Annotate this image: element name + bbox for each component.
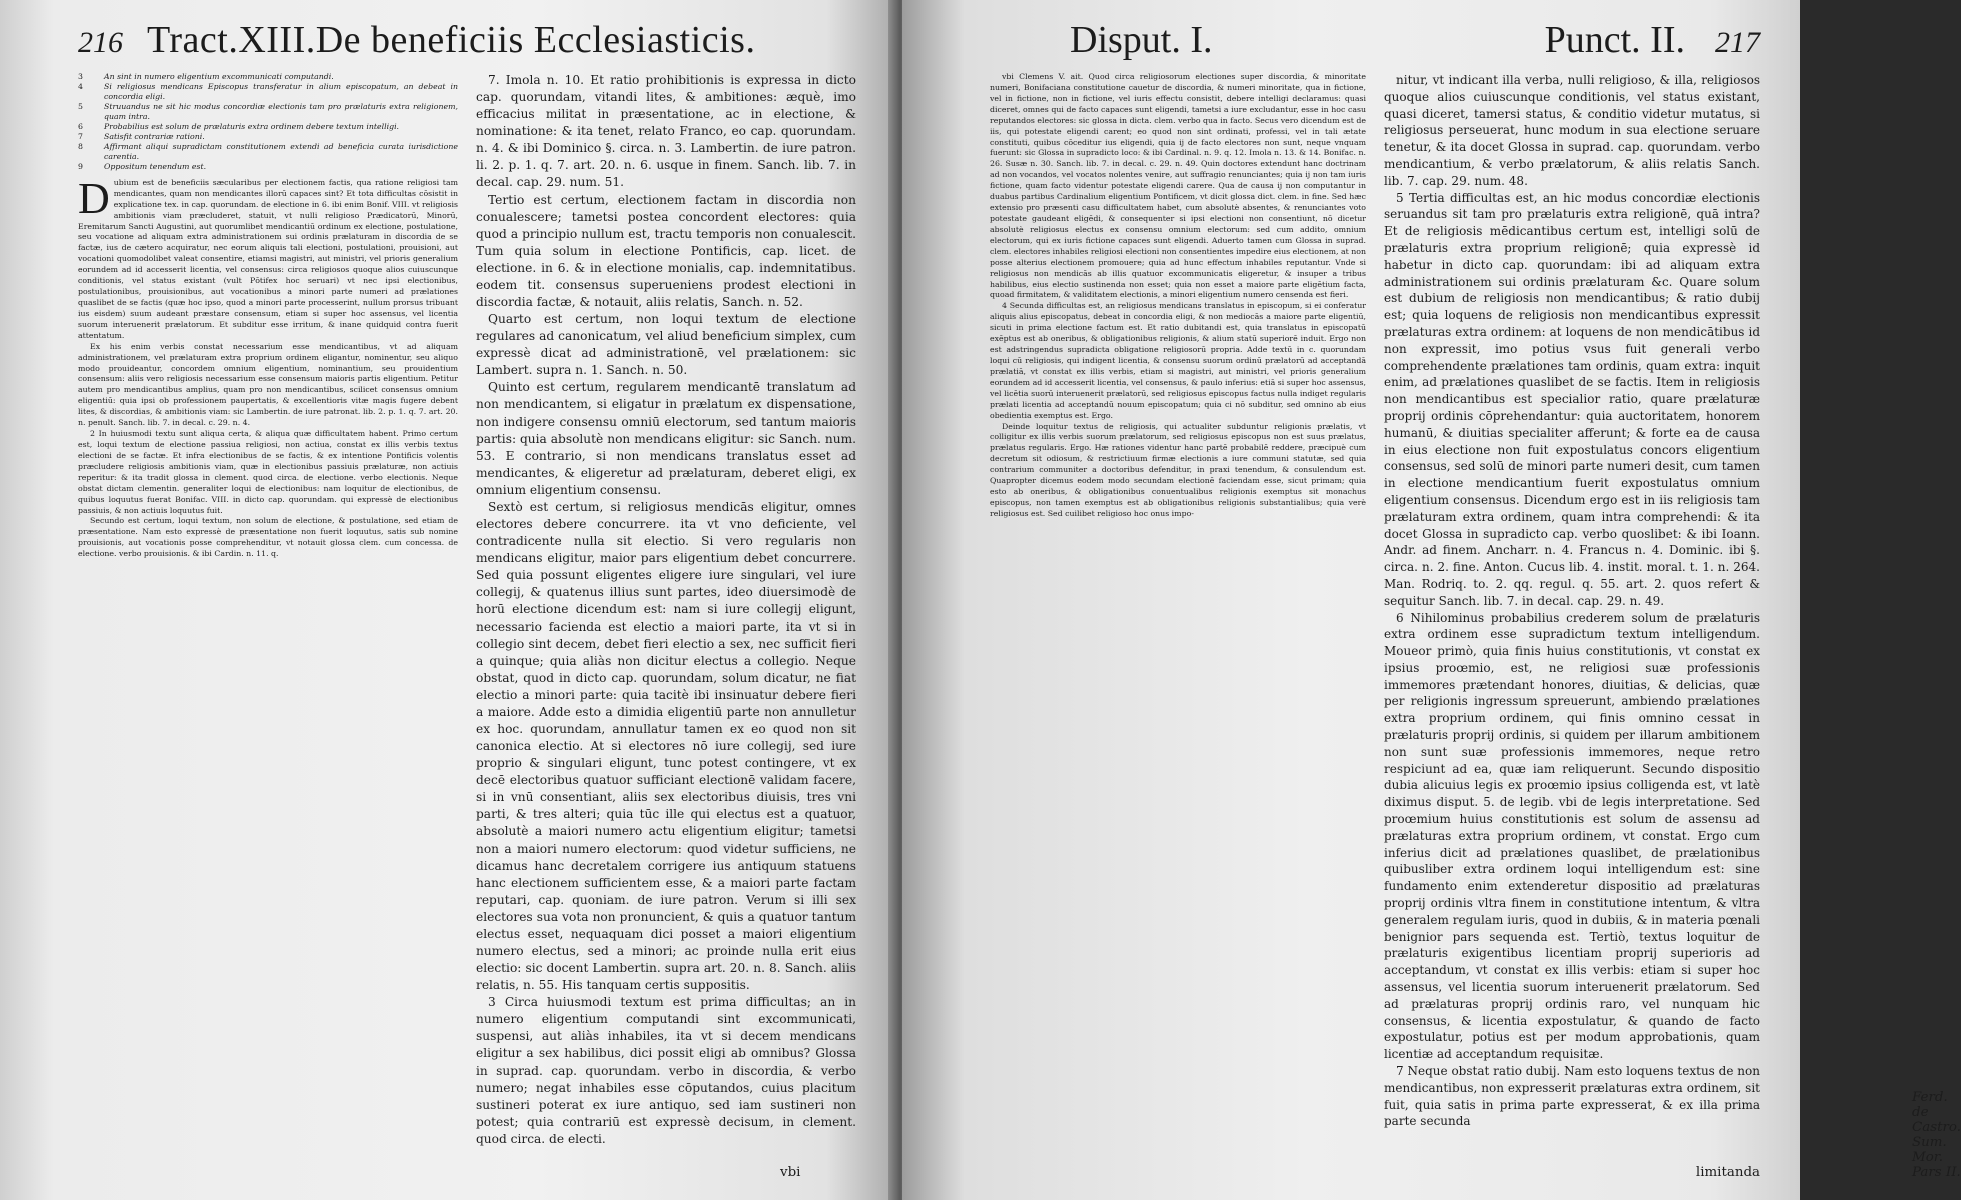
body-paragraph: Quinto est certum, regularem mendicantē translatum ad non mendicantem, si eligatur in prælatum ex dispensatione, non indigere consensu omniū electorum, sed tantum maioris partis: quia absolutè non mendicans eligitur: sic Sanch. num. 53. E contrario, si non mendicans translatus esset ad mendicantes, & eligeretur ad prælaturam, deberet eligi, ex omnium eligentium consensu. xyxy=(476,380,856,497)
drop-capital: D xyxy=(78,173,110,223)
body-paragraph: 3 Circa huiusmodi textum est prima difficultas; an in numero eligentium computandi sint excommunicati, suspensi, aut aliàs inhabiles, ita vt si decem mendicans eligitur a sex habilibus, dici possit eligi ab omnibus? Glossa in suprad. cap. quorundam. verbo in discordia, & verbo numero; negat inhabiles esse cōputandos, cuius placitum sustineri poterat ex iure antiquo, sed iam sustineri non potest; quia contrariū est expressè decisum, in clement. quod circa. de electi. xyxy=(476,995,856,1146)
body-paragraph: 7 Neque obstat ratio dubij. Nam esto loquens textus de non mendicantibus, non expresserit prælaturas extra ordinem, sit fuit, quia satis in prima parte expresserat, & ex illa prima parte secunda xyxy=(1384,1064,1760,1129)
right-catchword: limitanda xyxy=(1695,1165,1760,1180)
right-column-1 xyxy=(990,72,1366,1130)
left-page-header xyxy=(78,18,868,66)
body-paragraph: 6 Nihilominus probabilius crederem solum de prælaturis extra ordinem esse supradictum textum intelligendum. Moueor primò, quia finis huius constitutionis, vt constat ex ipsius proœmio, est, ne religiosi suæ professionis immemores prætendant honores, diuitias, & delicias, quæ per religionis ingressum spreuerunt, ambiendo prælationes extra proprium ordinem, qui finis omnino cessat in prælaturis proprij ordinis, si quidem per illarum ambitionem non sunt suæ professionis immemores, neque retro respiciunt ad ea, quæ iam reliquerunt. Secundo dispositio dubia alicuius legis ex proœmio ipsius colligenda est, vt latè diximus disput. 5. de legib. vbi de legis interpretatione. Sed proœmium huius constitutionis est solum de assensu ad prælaturas extra proprium ordinem, vt constat. Ergo cum inferius dicit ad prælationes quaslibet, de prælationibus quibusliber extra ordinem loqui intelligendum est: sine fundamento enim extenderetur dispositio ad prælaturas proprij ordinis vltra finem in constitutione intentum, & vltra generalem regulam iuris, quod in dubiis, & in materia pœnali benignior pars sequenda est. Tertiò, textus loquitur de prælaturis exigentibus licentiam proprij superioris ad acceptandum, vt constat ex illis verbis: etiam si super hoc assensus, vel licentia suorum interuenerit prælatorum. Sed ad prælaturas proprij ordinis raro, vel nunquam hic consensus, & licentia expostulatur, & quando de facto expostulatur, potius est per modum approbationis, quam licentiæ ad acceptandum requisitæ. xyxy=(1384,610,1760,1062)
contents-item xyxy=(78,132,458,142)
body-paragraph: 4 Secunda difficultas est, an religiosus mendicans translatus in episcopum, si ei conferatur aliquis alius episcopatus, debeat in concordia eligi, & non mediocās a maiore parte eligentiū, sicuti in prima electione factum est. Et ratio dubitandi est, quia translatus in episcopatū exēptus est ab oneribus, & obligationibus religionis, & alium statū superiorē induit. Ergo non est adstringendus supradicta obligatione religiosorū propria. Adde textū in c. quorundam loqui cū religiosis, qui indigent licentia, & consensu suorum ordinū prælatorū ad acceptandā prælatiā, vt constat ex illis verbis, etiam si magistri, aut ministri, vel prioris generalium eorundem ad id accesserit licentia, vel consensus, & paulo inferius: etiā si super hoc assensus, vel licētia suorū interuenerit prælatorū, sed religiosus episcopus factus nulla indiget regularis prælati licentia ad acceptandū nouum episcopatum; quia ci nō subditur, sed omnino ab eius obedientia exemptus est. Ergo. xyxy=(990,301,1366,420)
contents-item xyxy=(78,102,458,122)
left-page xyxy=(0,0,898,1200)
right-page-number: 217 xyxy=(1715,26,1760,59)
right-running-head-punct: Punct. II. xyxy=(1544,19,1685,61)
body-paragraph: Sextò est certum, si religiosus mendicās eligitur, omnes electores debere concurrere. ita vt vno deficiente, vel contradicente nulla sit electio. Si vero regularis non mendicans eligitur, maior pars eligentium debet concurrere. Sed quia possunt eligentes eligere iure singulari, vel iure collegij, & quatenus illius sunt partes, ideo diuersimodè de horū electione dicendum est: nam si iure collegij eligunt, necessario facienda est electio a maiori parte, ita vt si in collegio sint decem, debet fieri electio a sex, nec sufficit fieri a quinque; quia aliàs non dicitur electus a collegio. Neque obstat, quod in dicto cap. quorundam, solum dicatur, ne fiat electio a minori parte: quia tacitè ibi insinuatur debere fieri a maiore. Adde esto a dimidia eligentiū parte non annulletur ex hoc. quorundam, annullatur tamen ex eo quod non sit canonica electio. At si electores nō iure collegij, sed iure proprio & singulari eligunt, tunc potest contingere, vt ex decē electoribus quatuor sufficiant electionē validam facere, si in vnū consentiant, aliis sex electoribus diuisis, tres vni parti, & tres alteri; quia tūc ille qui electus est a quatuor, absolutè a maiori numero actu eligentium eligitur; tametsi non a maiori numero electorum: quod videtur sufficiens, ne dicamus hanc decretalem corrigere ius antiquum statuens hanc electionem sufficientem esse, & a maiori parte factam reputari, cap. quoniam. de iure patron. Verum si illi sex electores sua vota non pronuncient, & quis a quatuor tantum electus esset, nequaquam dici posset a maiori eligentium numero electus, sed a minori; ac proinde nulla erit eius electio: sic docent Lambertin. supra art. 20. n. 8. Sanch. aliis relatis, n. 55. His tanquam certis suppositis. xyxy=(476,499,856,993)
left-column-1-body xyxy=(78,173,458,560)
right-footer-credit: Ferd. de Castro. Sum. Mor. Pars II. xyxy=(1912,1090,1961,1180)
body-paragraph: Quarto est certum, non loqui textum de electione regulares ad canonicatum, vel aliud beneficium simplex, cum expressè dicat ad administrationē, vel prælationem: sic Lambert. supra n. 1. Sanch. n. 50. xyxy=(476,312,856,378)
contents-item-number: 7 xyxy=(78,131,83,141)
right-page xyxy=(902,0,1961,1200)
contents-list xyxy=(78,72,458,172)
right-column-2-body xyxy=(1384,72,1760,1130)
body-paragraph: Ex his enim verbis constat necessarium esse mendicantibus, vt ad aliquam administrationem, vel prælaturam extra proprium ordinem eligantur, nominentur, seu aliquo modo prouideantur, concordem omnium eligentium, nominantium, seu prouidentium consensum: aliis vero religiosis necessarium esse consensum maioris partis eligentium. Petitur autem pro mendicantibus amplius, quam pro non mendicantibus, scilicet consensus omnium eligentiū: quia ipsi ob professionem paupertatis, & excellentioris vitæ magis fugere debent lites, & discordias, & ambitionis viam: sic Lambertin. de iure patronat. lib. 2. p. 1. q. 7. art. 20. n. penult. Sanch. lib. 7. in decal. c. 29. n. 4. xyxy=(78,341,458,428)
body-paragraph: Tertio est certum, electionem factam in discordia non conualescere; tametsi postea concordent electores: quia quod a principio nullum est, tractu temporis non conualescit. Tum quia solum in electione Pontificis, cap. licet. de electione. in 6. & in electione monialis, cap. indemnitatibus. eodem tit. consensus superueniens prodest electioni in discordia factæ, & notauit, aliis relatis, Sanch. n. 52. xyxy=(476,192,856,310)
contents-item xyxy=(78,142,458,162)
contents-item-number: 6 xyxy=(78,121,83,131)
body-paragraph: 2 In huiusmodi textu sunt aliqua certa, & aliqua quæ difficultatem habent. Primo certum est, loqui textum de electione passiua religiosi, non actiua, constat ex illis verbis textus electioni de se factæ. Et infra electionibus de se factis, & ex intentione Pontificis volentis præcludere religiosis ambitionis viam, quæ in electionibus passiuis prælaturæ, non actiuis reperitur: & ita tradit glossa in clement. quod circa. de electione. verbo electionis. Neque obstat dictam clementin. generaliter loqui de electionibus: nam loquitur de electionibus, de quibus loquutus fuerat Bonifac. VIII. in dicto cap. quorundam. qui expressè de electionibus passiuis, & non actiuis loquutus fuit. xyxy=(78,429,458,515)
contents-item-text: An sint in numero eligentium excommunicati computandi. xyxy=(104,72,334,81)
contents-item-number: 9 xyxy=(78,161,83,171)
contents-item-text: Satisfit contrariæ rationi. xyxy=(104,131,205,141)
contents-item-number: 3 xyxy=(78,72,83,81)
body-paragraph: Dubium est de beneficiis sæcularibus per electionem factis, qua ratione religiosi tam mendicantes, quam non mendicantes illorū capaces sint? Et tota difficultas cōsistit in explicatione tex. in cap. quorundam. de electione in 6. ibi enim Bonif. VIII. vt religiosis ambitionis viam præcluderet, statuit, vt nulli religioso Prædicatorū, Minorū, Eremitarum Sancti Augustini, aut quorumlibet mendicantiū ordinum ex electione, postulatione, seu vocatione ad aliquam extra administrationem sui ordinis prælaturam in discordia de se factæ, ius de cætero acquiratur, nec eorum aliquis tali electioni, postulationi, prouisioni, aut vocationi quomodolibet valeat consentire, etiamsi magistri, aut ministri, vel prioris generalium eorundem ad id accesserit licentia, vel consensus: circa religiosos quoque alios cuiuscunque conditionis, vel status existant (vult Pōtifex hoc seruari) vt nec ipsi electionibus, postulationibus, prouisionibus, aut vocationibus a minori parte numeri ad prælationes quaslibet de se factis (quæ hoc ipso, quod a minori parte processerint, nullum prorsus tribuant ius eisdem) suum audeant præstare consensum, etiam si super hoc assensus, vel licentia suorum interuenerit prælatorum. Et subditur esse irritum, & inane quidquid contra fuerit attentatum. xyxy=(78,173,458,340)
contents-item-number: 5 xyxy=(78,101,83,111)
body-paragraph: vbi Clemens V. ait. Quod circa religiosorum electiones super discordia, & minoritate numeri, Bonifaciana constitutione cauetur de discordia, & numeri minoritate, qua in fictione, vel in fictione, non in fictione, vel iuris effectu consistit, debere intelligi declaramus: quasi diceret, omnes qui de facto capaces sunt eligendi, tametsi a iure excludantur, esse in hoc casu reputandos electores: sic glossa in dicta. clem. verbo qua in facto. Secus vero dicendum est de iis, qui potestate eligendi carent; eo quod non sint ordinati, professi, vel in tali ætate constituti, quibus cōceditur ius eligendi, quia ij de facto electores non sunt, neque vnquam fuerunt: sic Glossa in supradicto loco: & ibi Cardinal. n. 9. q. 12. Imola n. 13. & 14. Bonifac. n. 26. Susæ n. 30. Sanch. lib. 7. in decal. c. 29. n. 49. Quin doctores extendunt hanc doctrinam ad non vocandos, vel vocatos nolentes venire, aut suffragio renunciantes; quia ij non tam iuris fictione, quam facto videntur potestate eligendi carere. Qua de causa ij non computantur in duabus partibus Cardinalium eligentium Pontificem, vt dicit glossa dict. clem. in fine. Sed hæc extensio pro præsenti casu difficultatem habet, cum absolutè absentes, & renunciantes voto potestate gaudeant eligēdi, & consequenter si ipsi electioni non consentiunt, nō dicetur absolutè religiosus electus ex consensu omnium electorum: sed cum addito, omnium electorum, qui ex iuris fictione capaces sunt eligendi. Aduerto tamen cum Glossa in suprad. clem. electores inhabiles religiosi electioni non consentientes impedire eius electionem, at non posse alterius electionem promouere; quia ad hunc effectum inhabiles reputantur. Vnde si religiosus non mendicās ab illis quatuor excommunicatis eligeretur, & insuper a tribus habilibus, eius electio sustinenda non esset; quia non esset a maiore parte eligētium facta, quoad firmitatem, & validitatem electionis, a minori eligentium numero censenda est fieri. xyxy=(990,72,1366,300)
body-paragraph: 7. Imola n. 10. Et ratio prohibitionis is expressa in dicto cap. quorundam, vitandi lites, & ambitiones: æquè, imo efficacius militat in præsentatione, ac in electione, & nominatione: & ita tenet, relato Franco, eo cap. quorundam. n. 4. & ibi Dominico §. circa. n. 3. Lambertin. de iure patron. li. 2. p. 1. q. 7. art. 20. n. 6. usque in finem. Sanch. lib. 7. in decal. cap. 29. num. 51. xyxy=(476,73,856,190)
contents-item-number: 8 xyxy=(78,141,83,151)
left-column-2 xyxy=(476,72,856,1148)
left-column-2-body xyxy=(476,72,856,1148)
contents-item-text: Struuandus ne sit hic modus concordiæ electionis tam pro prælaturis extra religionem, quam intra. xyxy=(104,101,458,121)
body-paragraph: Deinde loquitur textus de religiosis, qui actualiter subduntur religionis prælatis, vt colligitur ex illis verbis suorum prælatorum, sed religiosus episcopus non est suus prælatus, prælatus regularis. Ergo. Hæ rationes videntur hanc partē probabilē reddere, præcipuè cum decretum sit odiosum, & restrictiuum firmæ electionis a iure communi statutæ, sed quia contrarium communiter a doctoribus defenditur, in praxi tenendum, & consulendum est. Quapropter dicemus eodem modo secundam electionē faciendam esse, sicut primam; quia esto ab oneribus, & obligationibus conuentualibus religionis exemptus sit monachus episcopus, non tamen exemptus est ab obligationibus religionis substantialibus; quia verè religiosus est. Sed cuilibet religioso hoc onus impo- xyxy=(990,421,1366,518)
contents-item-text: Oppositum tenendum est. xyxy=(104,161,207,171)
body-paragraph: nitur, vt indicant illa verba, nulli religioso, & illa, religiosos quoque alios cuiuscunque conditionis, vel status existant, quasi diceret, tamersi status, & conditio videtur mutatus, si religiosus perseuerat, hunc modum in sua electione seruare tenetur, & ita docet Glossa in suprad. cap. quorundam. verbo mendicantium, & verbo prælatorum, & aliis relatis Sanch. lib. 7. cap. 29. num. 48. xyxy=(1384,73,1760,188)
left-column-1 xyxy=(78,72,458,1148)
body-paragraph: 5 Tertia difficultas est, an hic modus concordiæ electionis seruandus sit tam pro prælaturis extra religionē, quā intra? Et de religiosis mēdicantibus certum est, intelligi solū de prælaturis extra proprium religionē; quia expressè id habetur in dicto cap. quorundam: ibi ad aliquam extra administrationem sui ordinis prælaturam &c. Quare solum est dubium de religiosis non mendicantibus; & ratio dubij est; quia loquens de religiosis non mendicantibus expressit prælaturas extra ordinem: at loquens de non mendicātibus id non expressit, imo potius vsus fuit generali verbo comprehendente prælationes tam ordinis, quam extra: inquit enim, ad prælationes quaslibet de se factis. Item in religiosis non mendicantibus est specialior ratio, quare prælaturæ proprij ordinis cōprehendantur: quia auctoritatem, honorem humanū, & diuitias specialiter afferunt; & forte ea de causa in eius electione non fuit expostulatus concors eligentium consensus, sed solū de minori parte numeri desit, cum tamen in electione mendicantium fuerit expostulatus omnium eligentium consensus. Dicendum ergo est in iis religiosis tam prælaturam extra ordinem, quam intra comprehendi: & ita docet Glossa in supradicto cap. verbo quoslibet: & ibi Ioann. Andr. ad finem. Ancharr. n. 4. Francus n. 4. Dominic. ibi §. circa. n. 2. fine. Anton. Cucus lib. 4. instit. moral. t. 1. n. 264. Man. Rodriq. to. 2. qq. regul. q. 55. art. 2. quos refert & sequitur Sanch. lib. 7. in decal. cap. 29. n. 49. xyxy=(1384,190,1760,608)
right-running-head-disput: Disput. I. xyxy=(1070,19,1213,61)
left-running-head: Tract.XIII.De beneficiis Ecclesiasticis. xyxy=(147,19,756,61)
right-column-2 xyxy=(1384,72,1760,1130)
contents-item xyxy=(78,82,458,102)
right-page-header xyxy=(990,18,1760,66)
left-catchword: vbi xyxy=(780,1165,801,1180)
contents-item-number: 4 xyxy=(78,81,83,91)
right-column-1-body xyxy=(990,72,1366,520)
right-page-columns xyxy=(990,72,1760,1130)
contents-item xyxy=(78,162,458,172)
left-page-columns xyxy=(78,72,868,1148)
contents-item-text: Affirmant aliqui supradictam constitutionem extendi ad beneficia curata iurisdictione carentia. xyxy=(104,141,458,161)
contents-item xyxy=(78,72,458,82)
body-paragraph: Secundo est certum, loqui textum, non solum de electione, & postulatione, sed etiam de præsentatione. Nam esto expressè de præsentatione non fuerit loquutus, satis sub nomine prouisionis, aut vocationis posse comprehenditur, vt notauit glossa clem. cum concessa. de electione. verbo prouisionis. & ibi Cardin. n. 11. q. xyxy=(78,516,458,559)
contents-item xyxy=(78,122,458,132)
contents-item-text: Si religiosus mendicans Episcopus transferatur in alium episcopatum, an debeat in concordia eligi. xyxy=(104,81,458,101)
left-page-number: 216 xyxy=(78,26,123,59)
contents-item-text: Probabilius est solum de prælaturis extra ordinem debere textum intelligi. xyxy=(104,121,400,131)
